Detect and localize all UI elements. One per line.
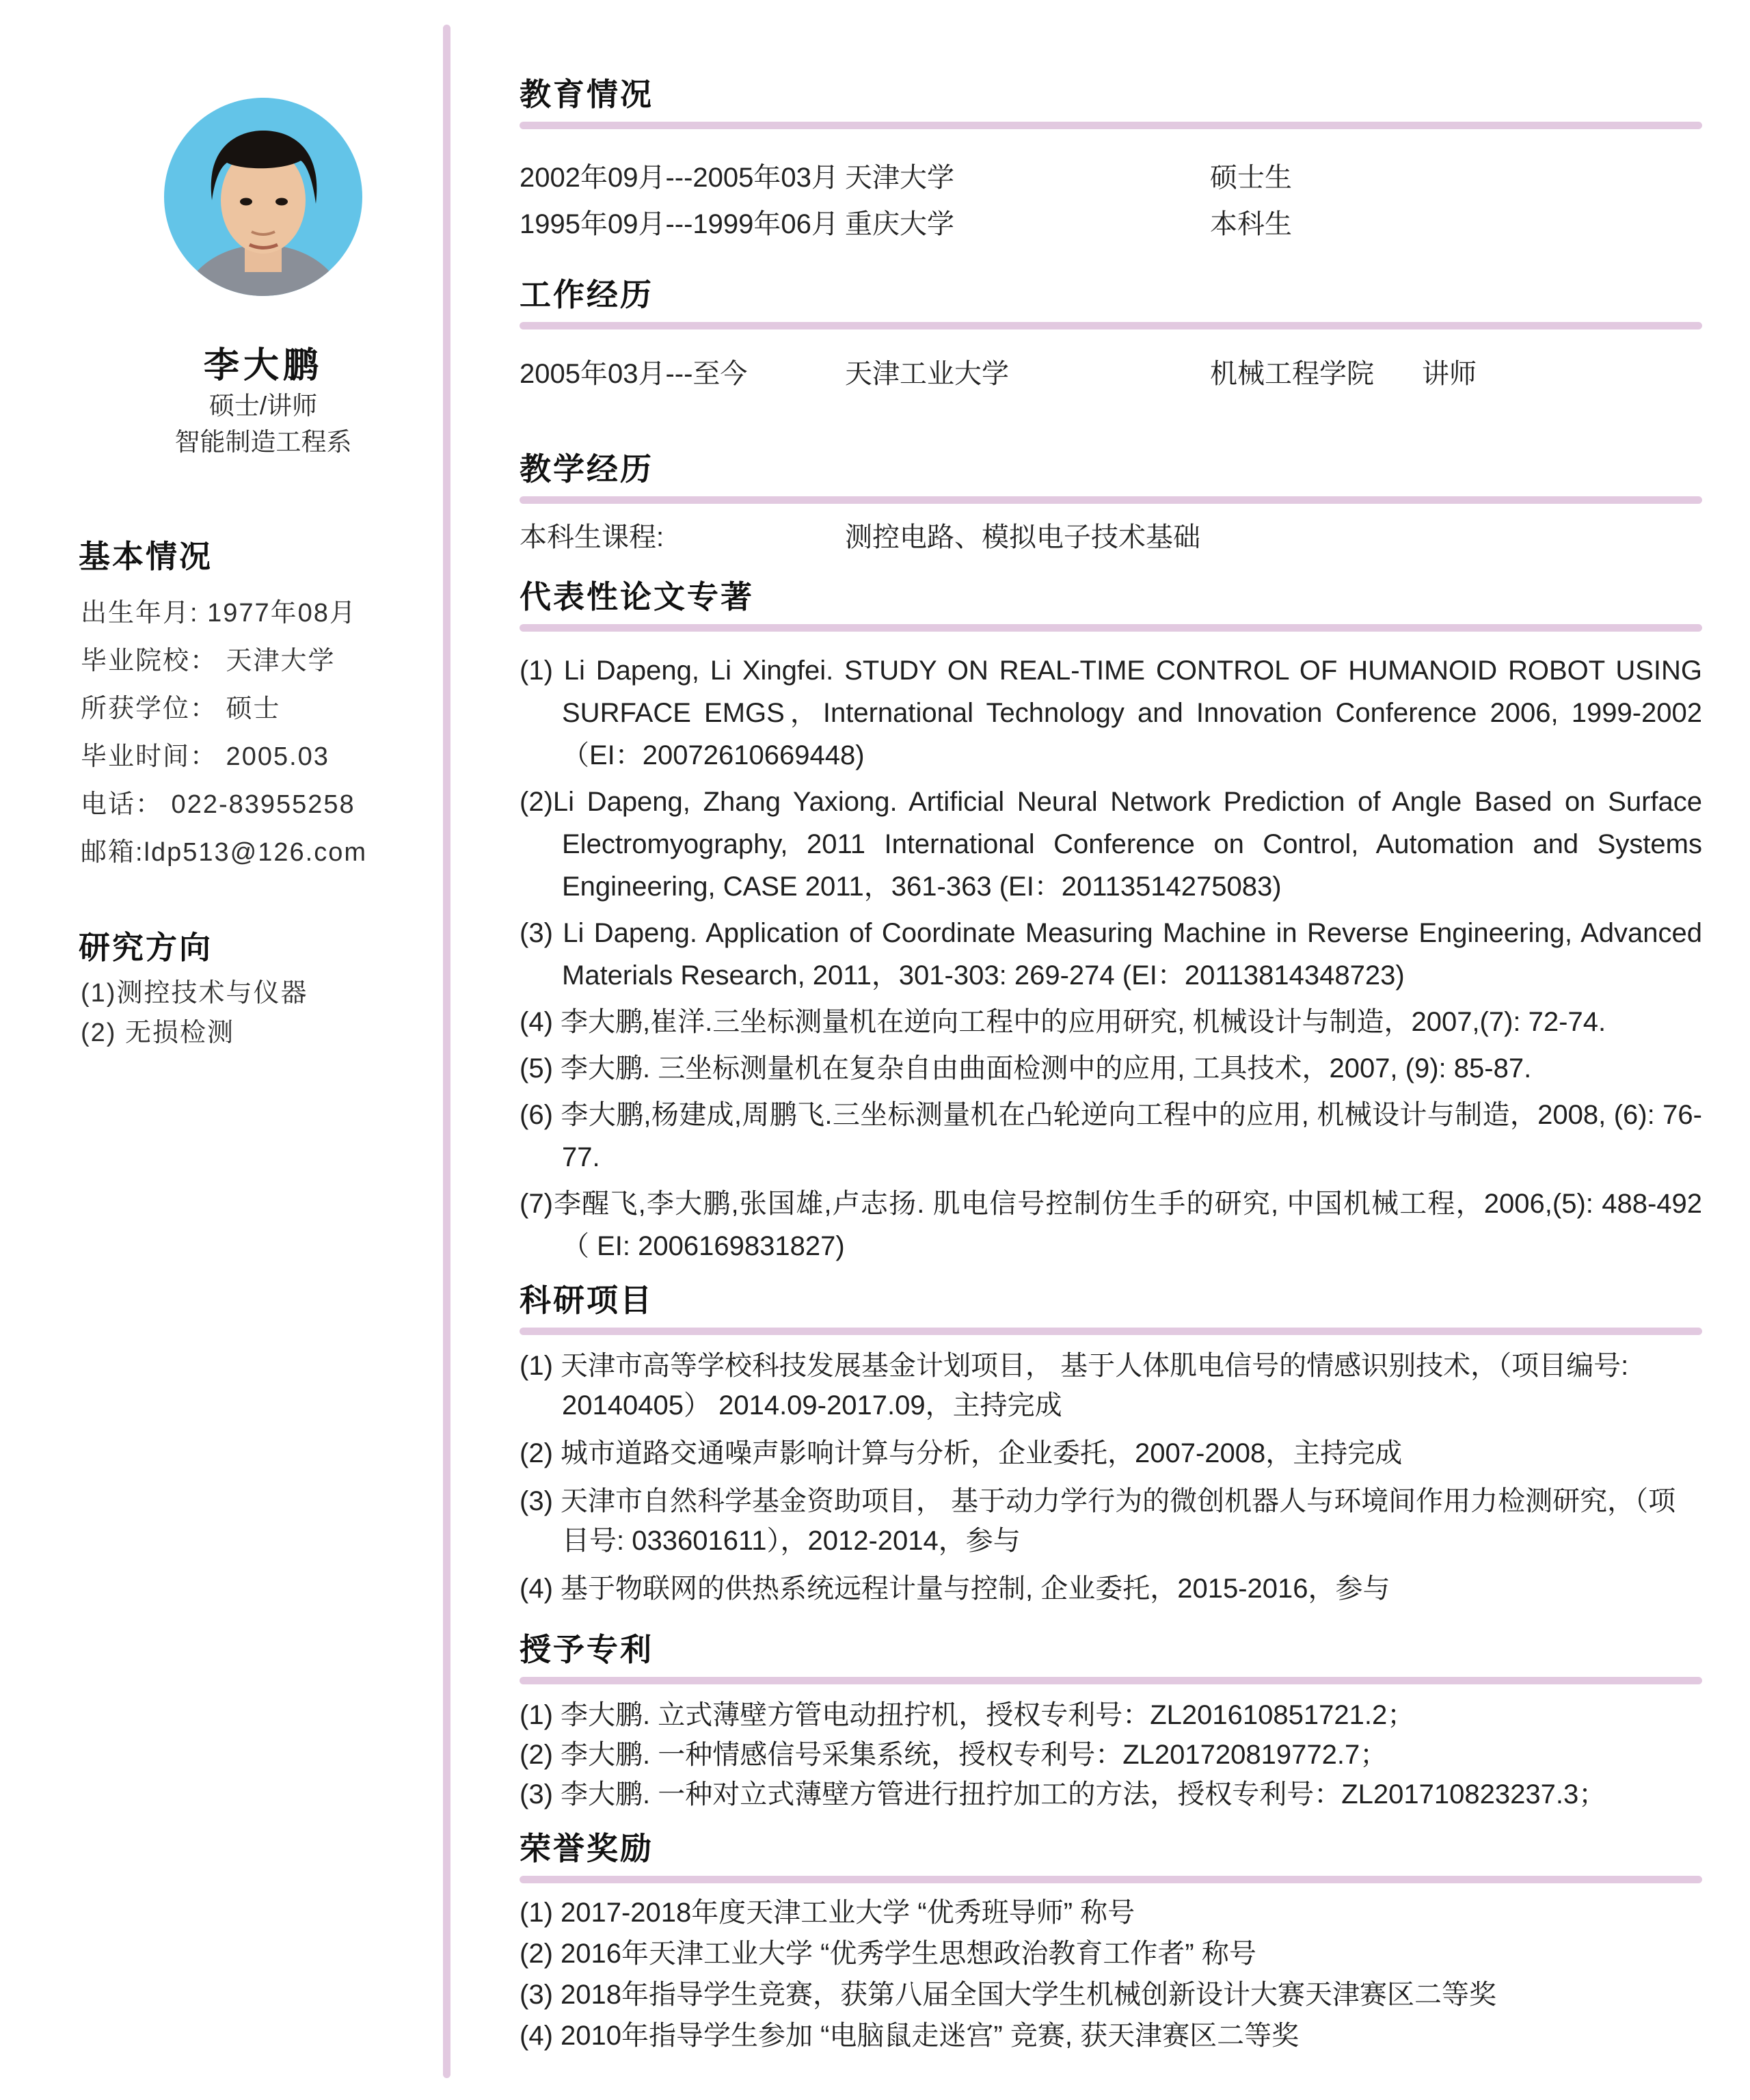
publication-item: (5) 李大鹏. 三坐标测量机在复杂自由曲面检测中的应用, 工具技术，2007, (9): 85-87. xyxy=(520,1053,1532,1083)
project-item: (3) 天津市自然科学基金资助项目， 基于动力学行为的微创机器人与环境间作用力检测研究，（项目号: 033601611），2012-2014，参与 xyxy=(520,1486,1676,1556)
project-item: (1) 天津市高等学校科技发展基金计划项目， 基于人体肌电信号的情感识别技术，（项目编号: 20140405） 2014.09-2017.09，主持完成 xyxy=(520,1351,1629,1421)
research-directions-list xyxy=(81,973,436,1053)
publications-heading: 代表性论文专著 xyxy=(520,579,754,615)
education-school: 重庆大学 xyxy=(845,209,954,239)
portrait-photo-icon xyxy=(164,98,362,296)
basic-info-item: 出生年月: 1977年08月 xyxy=(81,599,357,628)
education-period: 1995年09月---1999年06月 xyxy=(520,209,839,239)
work-title: 讲师 xyxy=(1422,359,1477,389)
honors-heading: 荣誉奖励 xyxy=(520,1831,654,1866)
education-degree: 硕士生 xyxy=(1210,163,1292,193)
education-rows xyxy=(520,161,1702,241)
education-heading: 教育情况 xyxy=(520,77,654,112)
publications-list xyxy=(520,649,1702,1267)
person-department: 智能制造工程系 xyxy=(174,428,352,456)
education-underline xyxy=(520,122,1702,129)
work-underline xyxy=(520,322,1702,329)
honors-list xyxy=(520,1893,1702,2056)
basic-info-item: 毕业院校： 天津大学 xyxy=(81,647,336,675)
teaching-row xyxy=(520,520,1702,554)
publication-item: (2)Li Dapeng, Zhang Yaxiong. Artificial Neural Network Prediction of Angle Based on Surface Electromyography, 2011 International Conference on Control, Automation and Systems Engineering, CASE 2011，361-363 (EI：20113514275083) xyxy=(520,787,1702,902)
basic-info-list xyxy=(81,589,436,876)
basic-info-item: 毕业时间： 2005.03 xyxy=(81,742,329,771)
person-title: 硕士/讲师 xyxy=(208,392,318,420)
basic-info-item: 所获学位： 硕士 xyxy=(81,695,281,723)
education-row xyxy=(520,207,1702,241)
research-directions-heading: 研究方向 xyxy=(79,930,213,965)
publication-item: (3) Li Dapeng. Application of Coordinate Measuring Machine in Reverse Engineering, Advanced Materials Research, 2011，301-303: 269-274 (EI：20113814348723) xyxy=(520,918,1702,991)
education-row xyxy=(520,161,1702,195)
publication-item: (4) 李大鹏,崔洋.三坐标测量机在逆向工程中的应用研究, 机械设计与制造，2007,(7): 72-74. xyxy=(520,1007,1606,1037)
work-organization: 天津工业大学 xyxy=(845,359,1009,389)
patent-item: (1) 李大鹏. 立式薄壁方管电动扭拧机，授权专利号：ZL201610851721.2； xyxy=(520,1700,1415,1730)
publication-item: (7)李醒飞,李大鹏,张国雄,卢志扬. 肌电信号控制仿生手的研究, 中国机械工程，2006,(5): 488-492 （ EI: 2006169831827) xyxy=(520,1189,1702,1261)
basic-info-item: 电话： 022-83955258 xyxy=(81,790,355,819)
project-item: (2) 城市道路交通噪声影响计算与分析，企业委托，2007-2008，主持完成 xyxy=(520,1438,1403,1468)
projects-heading: 科研项目 xyxy=(520,1282,654,1318)
teaching-label: 本科生课程: xyxy=(520,522,664,552)
honors-underline xyxy=(520,1876,1702,1883)
patent-item: (3) 李大鹏. 一种对立式薄壁方管进行扭拧加工的方法，授权专利号：ZL201710823237.3； xyxy=(520,1779,1606,1809)
work-heading: 工作经历 xyxy=(520,277,654,312)
main-column xyxy=(520,0,1702,2057)
education-school: 天津大学 xyxy=(845,163,954,193)
research-direction-item: (2) 无损检测 xyxy=(81,1019,235,1047)
work-period: 2005年03月---至今 xyxy=(520,359,748,389)
honor-item: (1) 2017-2018年度天津工业大学 “优秀班导师” 称号 xyxy=(520,1898,1135,1928)
work-row xyxy=(520,357,1702,391)
research-direction-item: (1)测控技术与仪器 xyxy=(81,979,308,1008)
patent-item: (2) 李大鹏. 一种情感信号采集系统，授权专利号：ZL201720819772.7； xyxy=(520,1740,1388,1770)
teaching-courses: 测控电路、模拟电子技术基础 xyxy=(845,522,1200,552)
education-degree: 本科生 xyxy=(1210,209,1292,239)
publication-item: (1) Li Dapeng, Li Xingfei. STUDY ON REAL-TIME CONTROL OF HUMANOID ROBOT USING SURFACE EMGS，International Technology and Innovation Conference 2006, 1999-2002 （EI：20072610669448) xyxy=(520,656,1702,770)
sidebar xyxy=(0,0,443,2100)
projects-list xyxy=(520,1346,1702,1608)
teaching-underline xyxy=(520,496,1702,504)
teaching-heading: 教学经历 xyxy=(520,451,654,487)
patents-heading: 授予专利 xyxy=(520,1632,654,1667)
publications-underline xyxy=(520,624,1702,632)
honor-item: (2) 2016年天津工业大学 “优秀学生思想政治教育工作者” 称号 xyxy=(520,1939,1256,1969)
basic-info-item: 邮箱:ldp513@126.com xyxy=(81,838,367,867)
honor-item: (3) 2018年指导学生竞赛，获第八届全国大学生机械创新设计大赛天津赛区二等奖 xyxy=(520,1980,1496,2010)
patents-list xyxy=(520,1695,1702,1814)
basic-info-heading: 基本情况 xyxy=(79,539,213,574)
vertical-divider xyxy=(443,25,450,2078)
work-department: 机械工程学院 xyxy=(1210,359,1374,389)
projects-underline xyxy=(520,1328,1702,1335)
avatar xyxy=(164,98,362,296)
honor-item: (4) 2010年指导学生参加 “电脑鼠走迷宫” 竞赛, 获天津赛区二等奖 xyxy=(520,2021,1300,2051)
person-name: 李大鹏 xyxy=(203,346,323,386)
patents-underline xyxy=(520,1677,1702,1684)
education-period: 2002年09月---2005年03月 xyxy=(520,163,839,193)
project-item: (4) 基于物联网的供热系统远程计量与控制, 企业委托，2015-2016，参与 xyxy=(520,1574,1390,1604)
publication-item: (6) 李大鹏,杨建成,周鹏飞.三坐标测量机在凸轮逆向工程中的应用, 机械设计与制造，2008, (6): 76-77. xyxy=(520,1100,1702,1172)
